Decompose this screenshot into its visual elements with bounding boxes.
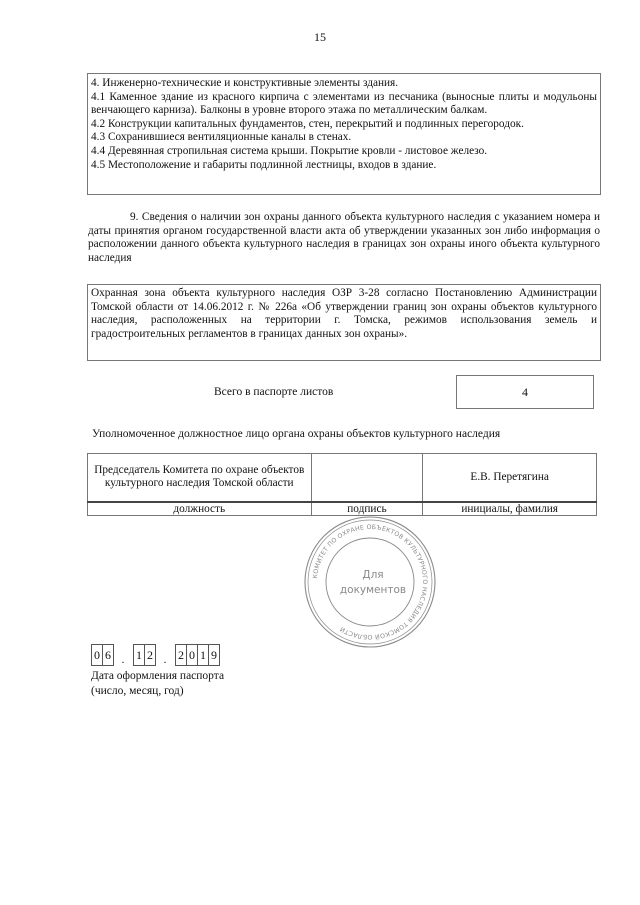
date-separator: . [121, 652, 125, 666]
date-year-digit: 9 [208, 644, 220, 666]
date-year-digit: 1 [197, 644, 209, 666]
elements-item-4-1: 4.1 Каменное здание из красного кирпича с элементами из песчаника (выносные плиты и модульоны венчающего карниза). Балконы в уровне второго этажа по металлическим балкам. [91, 90, 597, 117]
elements-item-4-5: 4.5 Местоположение и габариты подлинной лестницы, входов в здание. [91, 158, 437, 171]
date-caption [91, 669, 224, 699]
date-separator: . [163, 652, 167, 666]
official-seal [302, 514, 438, 650]
seal-center-ring [326, 538, 414, 626]
date-month-digit: 2 [144, 644, 156, 666]
total-sheets-value: 4 [456, 375, 594, 409]
passport-date [91, 644, 219, 666]
svg-text:КОМИТЕТ ПО ОХРАНЕ ОБЪЕКТОВ КУЛ [312, 524, 428, 642]
caption-signature: подпись [311, 502, 423, 516]
elements-item-4-3: 4.3 Сохранившиеся вентиляционные каналы в стенах. [91, 131, 352, 144]
caption-name: инициалы, фамилия [423, 502, 597, 516]
seal-ring-text: КОМИТЕТ ПО ОХРАНЕ ОБЪЕКТОВ КУЛЬТУРНОГО НАСЛЕДИЯ ТОМСКОЙ ОБЛАСТИ [312, 523, 429, 641]
date-day-digit: 6 [102, 644, 114, 666]
elements-item-4-4: 4.4 Деревянная стропильная система крыши. Покрытие кровли - листовое железо. [91, 144, 488, 157]
seal-center-line1: Для [362, 569, 384, 581]
elements-item-4-2: 4.2 Конструкции капитальных фундаментов, стен, перекрытий и подлинных перегородок. [91, 117, 524, 130]
date-year-digit: 0 [186, 644, 198, 666]
page-number: 15 [314, 30, 326, 44]
date-month-digit: 1 [133, 644, 145, 666]
official-position: Председатель Комитета по охране объектов культурного наследия Томской области [88, 454, 312, 502]
caption-position: должность [88, 502, 312, 516]
seal-center-line2: документов [339, 584, 407, 596]
elements-heading: 4. Инженерно-технические и конструктивные элементы здания. [91, 77, 399, 89]
date-day-digit: 0 [91, 644, 103, 666]
signature-cell [311, 454, 423, 502]
date-caption-line2: (число, месяц, год) [91, 685, 184, 697]
seal-inner-ring [308, 520, 432, 644]
seal-outer-ring [305, 517, 435, 647]
date-year-digit: 2 [175, 644, 187, 666]
engineering-elements-box [87, 73, 601, 195]
protection-zone-box: Охранная зона объекта культурного наследия ОЗР 3-28 согласно Постановлению Администрации Томской области от 14.06.2012 г. № 226а «Об утверждении границ зон охраны объектов культурного наследия, расположенных на территории г. Томска, режимов использования земель и градостроительных регламентов в границах данных зон охраны». [87, 284, 601, 361]
official-title: Уполномоченное должностное лицо органа охраны объектов культурного наследия [92, 428, 501, 440]
signature-table [87, 453, 597, 516]
total-sheets-label: Всего в паспорте листов [214, 386, 334, 398]
official-name: Е.В. Перетягина [423, 454, 597, 502]
section-9-heading: 9. Сведения о наличии зон охраны данного объекта культурного наследия с указанием номера и даты принятия органом государственной власти акта об утверждении указанных зон либо информация о расположении данного объекта культурного наследия в границах зон охраны иного объекта культурного наследия [88, 211, 600, 264]
date-caption-line1: Дата оформления паспорта [91, 670, 225, 682]
